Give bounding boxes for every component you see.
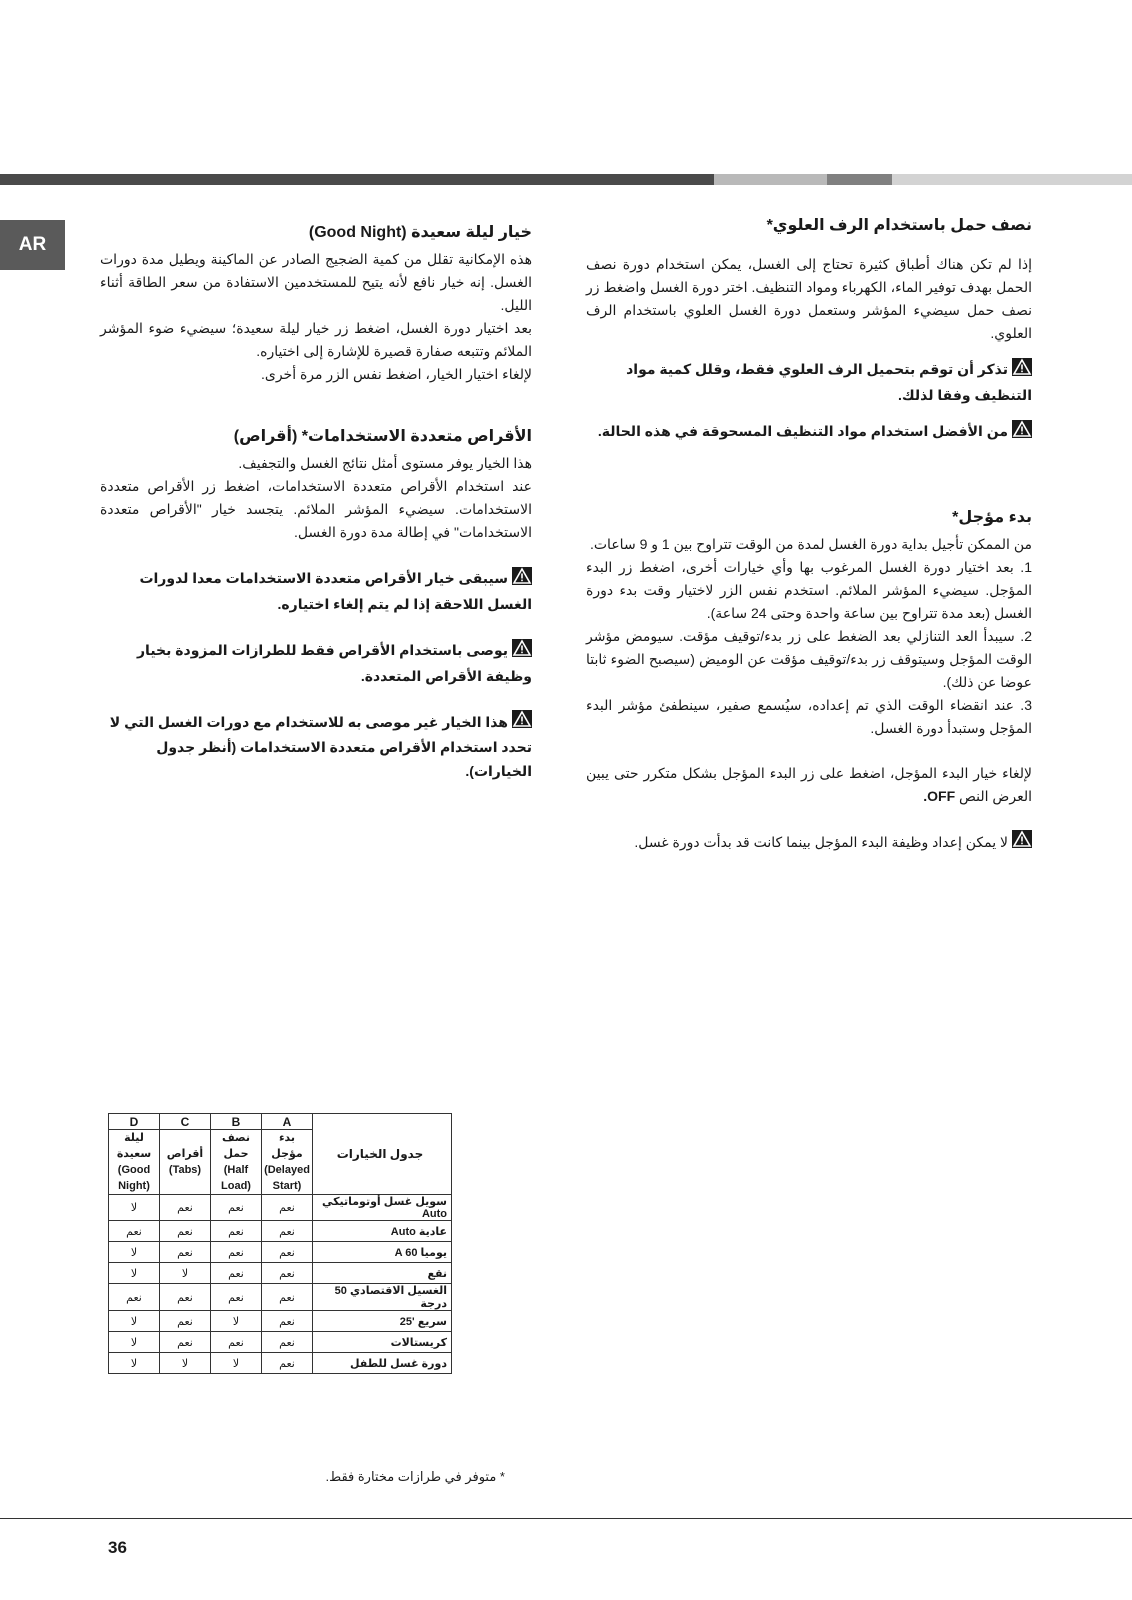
row-label: سويل غسل أوتوماتيكي Auto xyxy=(313,1195,452,1221)
warning-icon xyxy=(512,567,532,592)
table-cell: نعم xyxy=(262,1353,313,1374)
half-load-warning-2-text: من الأفضل استخدام مواد التنظيف المسحوقة في هذه الحالة. xyxy=(597,422,1008,439)
column-letter: A xyxy=(262,1114,313,1130)
delayed-start-cancel xyxy=(586,762,1032,808)
table-row xyxy=(109,1195,452,1221)
half-load-warning-1-text: تذكر أن توقم بتحميل الرف العلوي فقط، وقلل كمية مواد التنظيف وفقا لذلك. xyxy=(626,361,1032,403)
delayed-start-step-2: 2. سيبدأ العد التنازلي بعد الضغط على زر بدء/توقيف مؤقت. سيومض مؤشر الوقت المؤجل وسيتوقف زر بدء/توقيف مؤقت عن الوميض (سيصبح الضوء ثابتا عوضا عن ذلك). xyxy=(586,627,1032,690)
tabs-warning-1-text: سيبقى خيار الأقراص متعددة الاستخدامات معدا لدورات الغسل اللاحقة إذا لم يتم إلغاء اختياره. xyxy=(139,570,532,612)
page-number: 36 xyxy=(108,1538,127,1557)
table-cell: لا xyxy=(109,1242,160,1263)
column-letter: B xyxy=(211,1114,262,1130)
table-cell: لا xyxy=(109,1195,160,1221)
tabs-body: هذا الخيار يوفر مستوى أمثل نتائج الغسل والتجفيف. xyxy=(238,455,532,471)
warning-icon xyxy=(512,639,532,664)
delayed-start-warning xyxy=(586,830,1032,856)
table-cell: نعم xyxy=(211,1284,262,1311)
column-header: بدء مؤجل (Delayed Start) xyxy=(262,1130,313,1195)
row-label: يوميا A 60 xyxy=(313,1242,452,1263)
row-label: نقع xyxy=(313,1263,452,1284)
table-cell: نعم xyxy=(262,1195,313,1221)
footer-divider xyxy=(0,1518,1132,1519)
table-cell: نعم xyxy=(160,1242,211,1263)
options-table-title: جدول الخيارات xyxy=(313,1114,452,1195)
right-column xyxy=(586,215,1032,855)
table-cell: نعم xyxy=(160,1332,211,1353)
row-label: كريستالات xyxy=(313,1332,452,1353)
row-label: الغسيل الاقتصادي 50 درجة xyxy=(313,1284,452,1311)
warning-icon xyxy=(1012,830,1032,855)
table-cell: نعم xyxy=(160,1284,211,1311)
table-cell: نعم xyxy=(160,1221,211,1242)
left-column xyxy=(100,222,532,783)
table-cell: لا xyxy=(109,1311,160,1332)
options-table xyxy=(108,1113,452,1374)
warning-icon xyxy=(1012,358,1032,383)
row-label: دورة غسل للطفل xyxy=(313,1353,452,1374)
table-row xyxy=(109,1221,452,1242)
half-load-title: نصف حمل باستخدام الرف العلوي* xyxy=(766,217,1032,234)
column-header: ليلة سعيدة (Good Night) xyxy=(109,1130,160,1195)
table-cell: نعم xyxy=(262,1332,313,1353)
warning-icon xyxy=(1012,420,1032,445)
delayed-start-title: بدء مؤجل* xyxy=(952,508,1032,526)
table-cell: نعم xyxy=(262,1311,313,1332)
table-cell: نعم xyxy=(262,1221,313,1242)
table-cell: نعم xyxy=(262,1242,313,1263)
good-night-title: خيار ليلة سعيدة (Good Night) xyxy=(308,224,532,241)
good-night-body2: بعد اختيار دورة الغسل، اضغط زر خيار ليلة سعيدة؛ سيضيء ضوء المؤشر الملائم وتتبعه صفارة قصيرة للإشارة إلى اختياره. xyxy=(100,320,532,359)
tabs-warning-3-text: هذا الخيار غير موصى به للاستخدام مع دورات الغسل التي لا تحدد استخدام الأقراص متعددة الاستخدامات (أنظر جدول الخيارات). xyxy=(109,713,532,780)
table-cell: لا xyxy=(109,1332,160,1353)
good-night-body3: لإلغاء اختيار الخيار، اضغط نفس الزر مرة أخرى. xyxy=(260,366,532,382)
table-cell: نعم xyxy=(109,1221,160,1242)
tabs-warning-2-text: يوصى باستخدام الأقراص فقط للطرازات المزودة بخيار وظيفة الأقراص المتعددة. xyxy=(137,641,532,684)
delayed-start-cancel-text: لإلغاء خيار البدء المؤجل، اضغط على زر البدء المؤجل بشكل متكرر حتى يبين العرض النص xyxy=(586,764,1032,804)
table-row xyxy=(109,1311,452,1332)
table-cell: نعم xyxy=(262,1263,313,1284)
bar-segment xyxy=(892,174,1132,185)
column-letter: D xyxy=(109,1114,160,1130)
column-letter: C xyxy=(160,1114,211,1130)
table-cell: نعم xyxy=(160,1195,211,1221)
language-tab xyxy=(0,220,65,270)
table-cell: لا xyxy=(109,1353,160,1374)
tabs-warning-2 xyxy=(100,638,532,688)
table-cell: نعم xyxy=(160,1311,211,1332)
table-cell: نعم xyxy=(211,1221,262,1242)
delayed-start-step-1: 1. بعد اختيار دورة الغسل المرغوب بها وأي خيارات أخرى، اضغط زر البدء المؤجل. سيضيء المؤشر الملائم. استخدم نفس الزر لاختيار وقت بدء دورة الغسل (بعد مدة تتراوح بين ساعة واحدة وحتى 24 ساعة). xyxy=(586,558,1032,621)
delayed-start-body: من الممكن تأجيل بداية دورة الغسل لمدة من الوقت تتراوح بين 1 و 9 ساعات. xyxy=(589,535,1032,552)
table-cell: لا xyxy=(109,1263,160,1284)
tabs-body2: عند استخدام الأقراص متعددة الاستخدامات، اضغط زر الأقراص متعددة الاستخدامات. سيضيء المؤشر الملائم. يتجسد خيار "الأقراص متعددة الاستخدامات" في إطالة مدة دورة الغسل. xyxy=(100,478,532,540)
half-load-warning-1 xyxy=(586,357,1032,407)
table-row xyxy=(109,1263,452,1284)
bar-segment xyxy=(0,174,714,185)
table-cell: لا xyxy=(160,1353,211,1374)
row-label: عادية Auto xyxy=(313,1221,452,1242)
delayed-start-warning-text: لا يمكن إعداد وظيفة البدء المؤجل بينما كانت قد بدأت دورة غسل. xyxy=(634,833,1008,850)
bar-segment xyxy=(714,174,827,185)
row-label: سريع '25 xyxy=(313,1311,452,1332)
table-cell: لا xyxy=(160,1263,211,1284)
table-cell: نعم xyxy=(109,1284,160,1311)
table-row xyxy=(109,1332,452,1353)
table-cell: نعم xyxy=(211,1195,262,1221)
table-cell: لا xyxy=(211,1353,262,1374)
table-row xyxy=(109,1353,452,1374)
footnote: * متوفر في طرازات مختارة فقط. xyxy=(325,1469,505,1484)
off-text: OFF. xyxy=(923,787,956,804)
tabs-warning-3 xyxy=(100,710,532,784)
table-cell: نعم xyxy=(211,1242,262,1263)
delayed-start-step-3: 3. عند انقضاء الوقت الذي تم إعداده، سيُسمع صفير، سينطفئ مؤشر البدء المؤجل وستبدأ دورة الغسل. xyxy=(586,696,1032,736)
half-load-body: إذا لم تكن هناك أطباق كثيرة تحتاج إلى الغسل، يمكن استخدام دورة نصف الحمل بهدف توفير الماء، الكهرباء ومواد التنظيف. اختر دورة الغسل واضغط زر نصف حمل سيضيء المؤشر وستعمل دورة الغسل العلوي باستخدام الرف العلوي. xyxy=(586,256,1032,341)
bar-segment xyxy=(827,174,892,185)
table-cell: نعم xyxy=(262,1284,313,1311)
table-row xyxy=(109,1284,452,1311)
language-tab-label: AR xyxy=(18,234,47,255)
header-color-bar xyxy=(0,174,1132,185)
column-header: نصف حمل (Half Load) xyxy=(211,1130,262,1195)
half-load-warning-2 xyxy=(586,419,1032,445)
column-header: أقراص (Tabs) xyxy=(160,1130,211,1195)
table-cell: نعم xyxy=(211,1332,262,1353)
table-row xyxy=(109,1242,452,1263)
warning-icon xyxy=(512,710,532,735)
table-cell: لا xyxy=(211,1311,262,1332)
table-cell: نعم xyxy=(211,1263,262,1284)
tabs-title: الأقراص متعددة الاستخدامات* (أقراص) xyxy=(233,428,532,445)
good-night-body: هذه الإمكانية تقلل من كمية الضجيج الصادر عن الماكينة ويطيل مدة دورات الغسل. إنه خيار نافع لأنه يتيح للمستخدمين الاستفادة من سعر الطاقة أثناء الليل. xyxy=(100,251,532,313)
tabs-warning-1 xyxy=(100,566,532,616)
